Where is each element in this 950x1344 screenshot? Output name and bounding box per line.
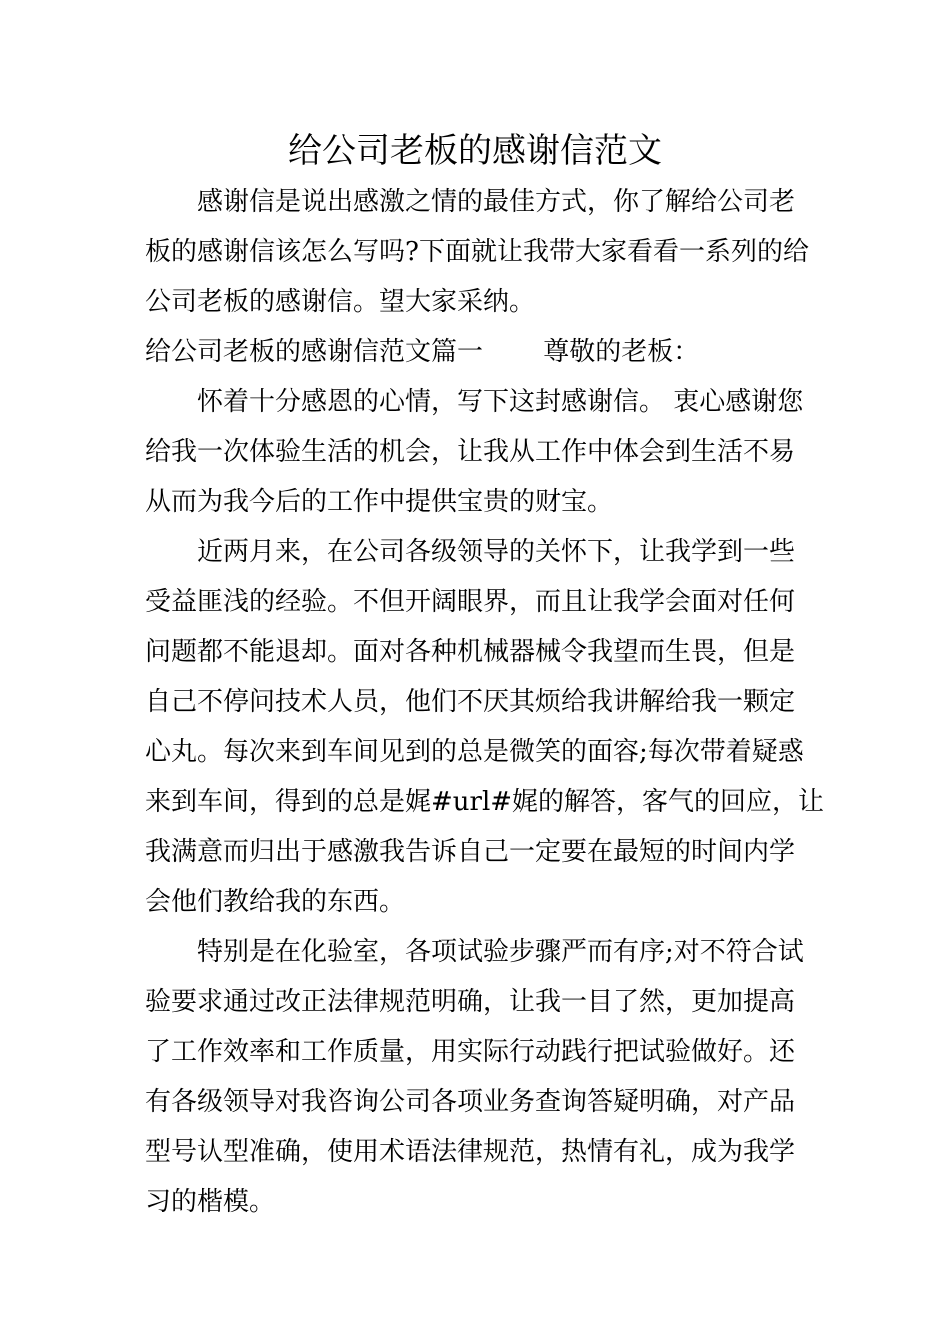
text-line: 习的楷模。 <box>145 1187 276 1217</box>
text-line: 感谢信是说出感激之情的最佳方式，你了解给公司老 <box>145 187 796 217</box>
text-line: 板的感谢信该怎么写吗?下面就让我带大家看看一系列的给 <box>145 237 809 267</box>
text-line: 了工作效率和工作质量，用实际行动践行把试验做好。还 <box>145 1037 796 1067</box>
text-line: 验要求通过改正法律规范明确，让我一目了然，更加提高 <box>145 987 796 1017</box>
text-line: 自己不停问技术人员，他们不厌其烦给我讲解给我一颗定 <box>145 687 796 717</box>
section-heading: 给公司老板的感谢信范文篇一 尊敬的老板： <box>145 337 700 367</box>
text-line: 会他们教给我的东西。 <box>145 887 406 917</box>
text-line: 受益匪浅的经验。不但开阔眼界，而且让我学会面对任何 <box>145 587 796 617</box>
text-line: 特别是在化验室，各项试验步骤严而有序;对不符合试 <box>145 937 804 967</box>
text-line: 怀着十分感恩的心情，写下这封感谢信。 衷心感谢您 <box>145 387 804 417</box>
text-line: 公司老板的感谢信。望大家采纳。 <box>145 287 536 317</box>
text-line: 有各级领导对我咨询公司各项业务查询答疑明确，对产品 <box>145 1087 796 1117</box>
text-line: 问题都不能退却。面对各种机械器械令我望而生畏，但是 <box>145 637 796 667</box>
text-line: 心丸。每次来到车间见到的总是微笑的面容;每次带着疑惑 <box>145 737 804 767</box>
text-line: 我满意而归出于感激我告诉自己一定要在最短的时间内学 <box>145 837 796 867</box>
text-line: 型号认型准确，使用术语法律规范，热情有礼，成为我学 <box>145 1137 796 1167</box>
text-line: 给我一次体验生活的机会，让我从工作中体会到生活不易 <box>145 437 796 467</box>
text-line: 从而为我今后的工作中提供宝贵的财宝。 <box>145 487 614 517</box>
text-line: 来到车间，得到的总是娓#url#娓的解答，客气的回应，让 <box>145 787 825 817</box>
text-line: 近两月来，在公司各级领导的关怀下，让我学到一些 <box>145 537 796 567</box>
page-title: 给公司老板的感谢信范文 <box>288 131 662 171</box>
